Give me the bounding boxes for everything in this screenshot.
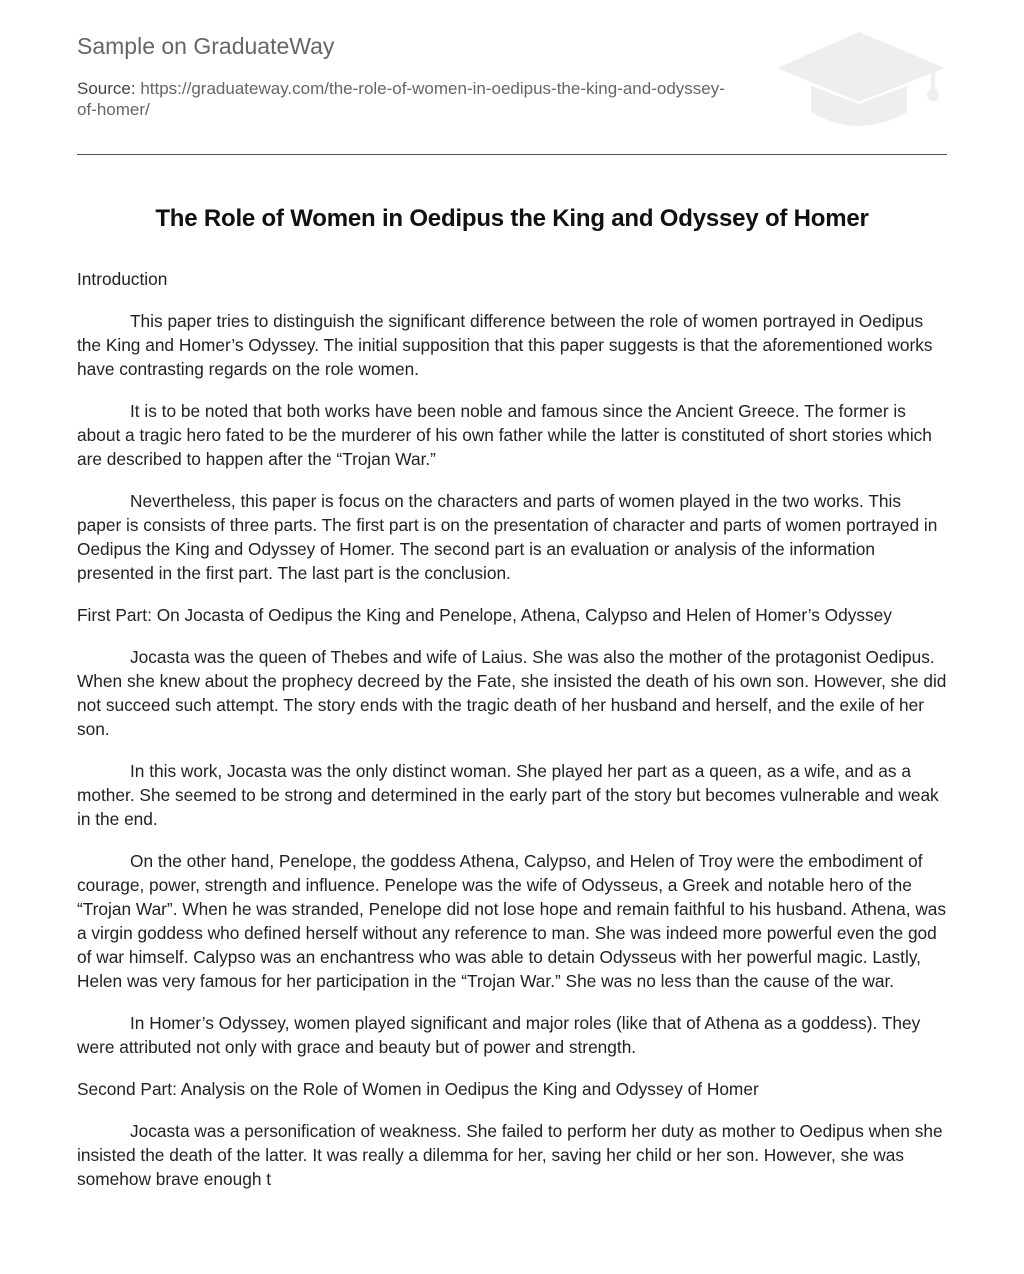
- paragraph: This paper tries to distinguish the significant difference between the role of women portrayed in Oedipus the King and Homer’s Odyssey. The initial supposition that this paper suggests is that the aforementioned works have contrasting regards on the role women.: [77, 311, 933, 379]
- source-url-part-1: https://graduateway.com/the-role-of-women-in-oedipus-the-king-and-odyssey-: [140, 79, 725, 98]
- paragraph-heading: Introduction: [77, 269, 168, 289]
- paragraph-heading: First Part: On Jocasta of Oedipus the King and Penelope, Athena, Calypso and Helen of Homer’s Odyssey: [77, 605, 892, 625]
- paragraph-heading: Second Part: Analysis on the Role of Women in Oedipus the King and Odyssey of Homer: [77, 1079, 759, 1099]
- source-link[interactable]: [77, 79, 725, 119]
- paragraph: Jocasta was the queen of Thebes and wife of Laius. She was also the mother of the protagonist Oedipus. When she knew about the prophecy decreed by the Fate, she insisted the death of his own son. However, she did not succeed such attempt. The story ends with the tragic death of her husband and herself, and the exile of her son.: [77, 647, 947, 739]
- paragraph: In Homer’s Odyssey, women played significant and major roles (like that of Athena as a goddess). They were attributed not only with grace and beauty but of power and strength.: [77, 1013, 921, 1057]
- document-title: The Role of Women in Oedipus the King and Odyssey of Homer: [155, 205, 869, 232]
- source-url-part-2: of-homer/: [77, 100, 150, 119]
- document-body: [77, 267, 947, 1209]
- site-name: Sample on GraduateWay: [77, 33, 335, 59]
- paragraph: In this work, Jocasta was the only distinct woman. She played her part as a queen, as a wife, and as a mother. She seemed to be strong and determined in the early part of the story but becomes vulnerable and weak in the end.: [77, 761, 939, 829]
- source-label: Source:: [77, 79, 136, 98]
- paragraph: On the other hand, Penelope, the goddess Athena, Calypso, and Helen of Troy were the embodiment of courage, power, strength and influence. Penelope was the wife of Odysseus, a Greek and notable hero of the “Trojan War”. When he was stranded, Penelope did not lose hope and remain faithful to his husband. Athena, was a virgin goddess who defined herself without any reference to man. She was indeed more powerful even the god of war himself. Calypso was an enchantress who was able to detain Odysseus with her powerful magic. Lastly, Helen was very famous for her participation in the “Trojan War.” She was no less than the cause of the war.: [77, 851, 947, 991]
- paragraph: Jocasta was a personification of weakness. She failed to perform her duty as mother to Oedipus when she insisted the death of the latter. It was really a dilemma for her, saving her child or her son. However, she was somehow brave enough t: [77, 1121, 943, 1189]
- paragraph: It is to be noted that both works have been noble and famous since the Ancient Greece. The former is about a tragic hero fated to be the murderer of his own father while the latter is constituted of short stories which are described to happen after the “Trojan War.”: [77, 401, 932, 469]
- graduation-cap-icon: [779, 28, 949, 134]
- paragraph: Nevertheless, this paper is focus on the characters and parts of women played in the two works. This paper is consists of three parts. The first part is on the presentation of character and parts of women portrayed in Oedipus the King and Odyssey of Homer. The second part is an evaluation or analysis of the information presented in the first part. The last part is the conclusion.: [77, 491, 938, 583]
- source-line: [77, 78, 777, 120]
- header-divider: [77, 154, 947, 155]
